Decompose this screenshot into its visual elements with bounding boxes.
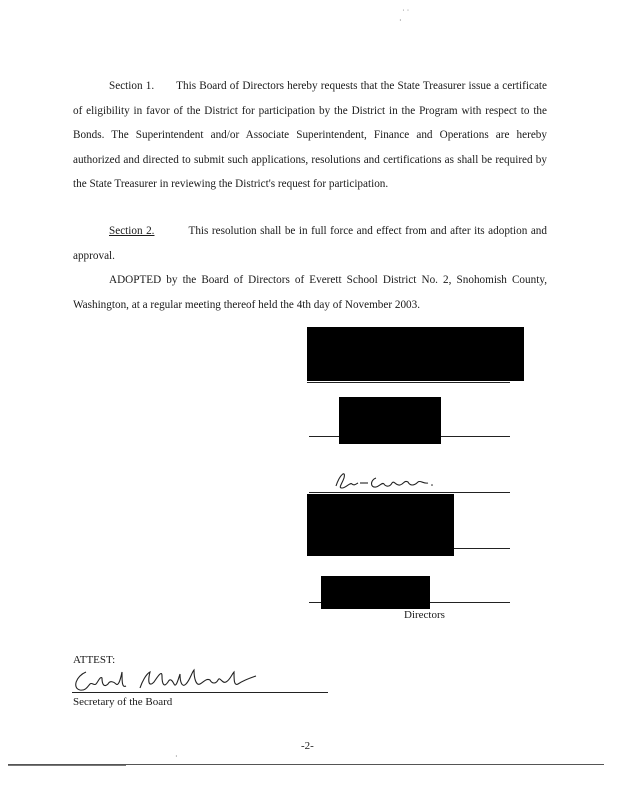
- redacted-signature-3: [307, 494, 454, 556]
- secretary-label: Secretary of the Board: [73, 696, 173, 708]
- redacted-signature-2: [339, 397, 441, 444]
- redacted-signature-4: [321, 576, 430, 609]
- scan-speck: ·: [175, 752, 178, 761]
- section-2-text: This resolution shall be in full force and effect from and after its adoption and approval.: [73, 225, 547, 262]
- page-number: -2-: [301, 740, 314, 752]
- handwritten-signature-director: [330, 468, 440, 494]
- signature-line-3: [309, 492, 510, 493]
- directors-label: Directors: [404, 609, 445, 621]
- section-1-label: Section 1.: [109, 80, 155, 92]
- scan-speck: ·: [399, 16, 402, 25]
- section-1-paragraph: [73, 74, 547, 197]
- scan-edge-line: [8, 765, 126, 766]
- adopted-paragraph: [73, 268, 547, 317]
- section-1-text: This Board of Directors hereby requests that the State Treasurer issue a certificate of eligibility in favor of the District for participation by the District in the Program with respect to the Bonds. The Superintendent and/or Associate Superintendent, Finance and Operations are hereby authorized and directed to submit such applications, resolutions and certifications as shall be required by the State Treasurer in reviewing the District's request for participation.: [73, 80, 547, 191]
- attest-label: ATTEST:: [73, 654, 116, 666]
- adopted-text: ADOPTED by the Board of Directors of Everett School District No. 2, Snohomish County, Washington, at a regular meeting thereof held the 4th day of November 2003.: [73, 274, 547, 311]
- secretary-signature-line: [72, 692, 328, 693]
- signature-line-1: [307, 382, 510, 383]
- scan-speck: ˙ ˙: [402, 8, 410, 17]
- redacted-signature-1: [307, 327, 524, 381]
- section-2-paragraph: [73, 219, 547, 268]
- section-2-label: Section 2.: [109, 225, 155, 237]
